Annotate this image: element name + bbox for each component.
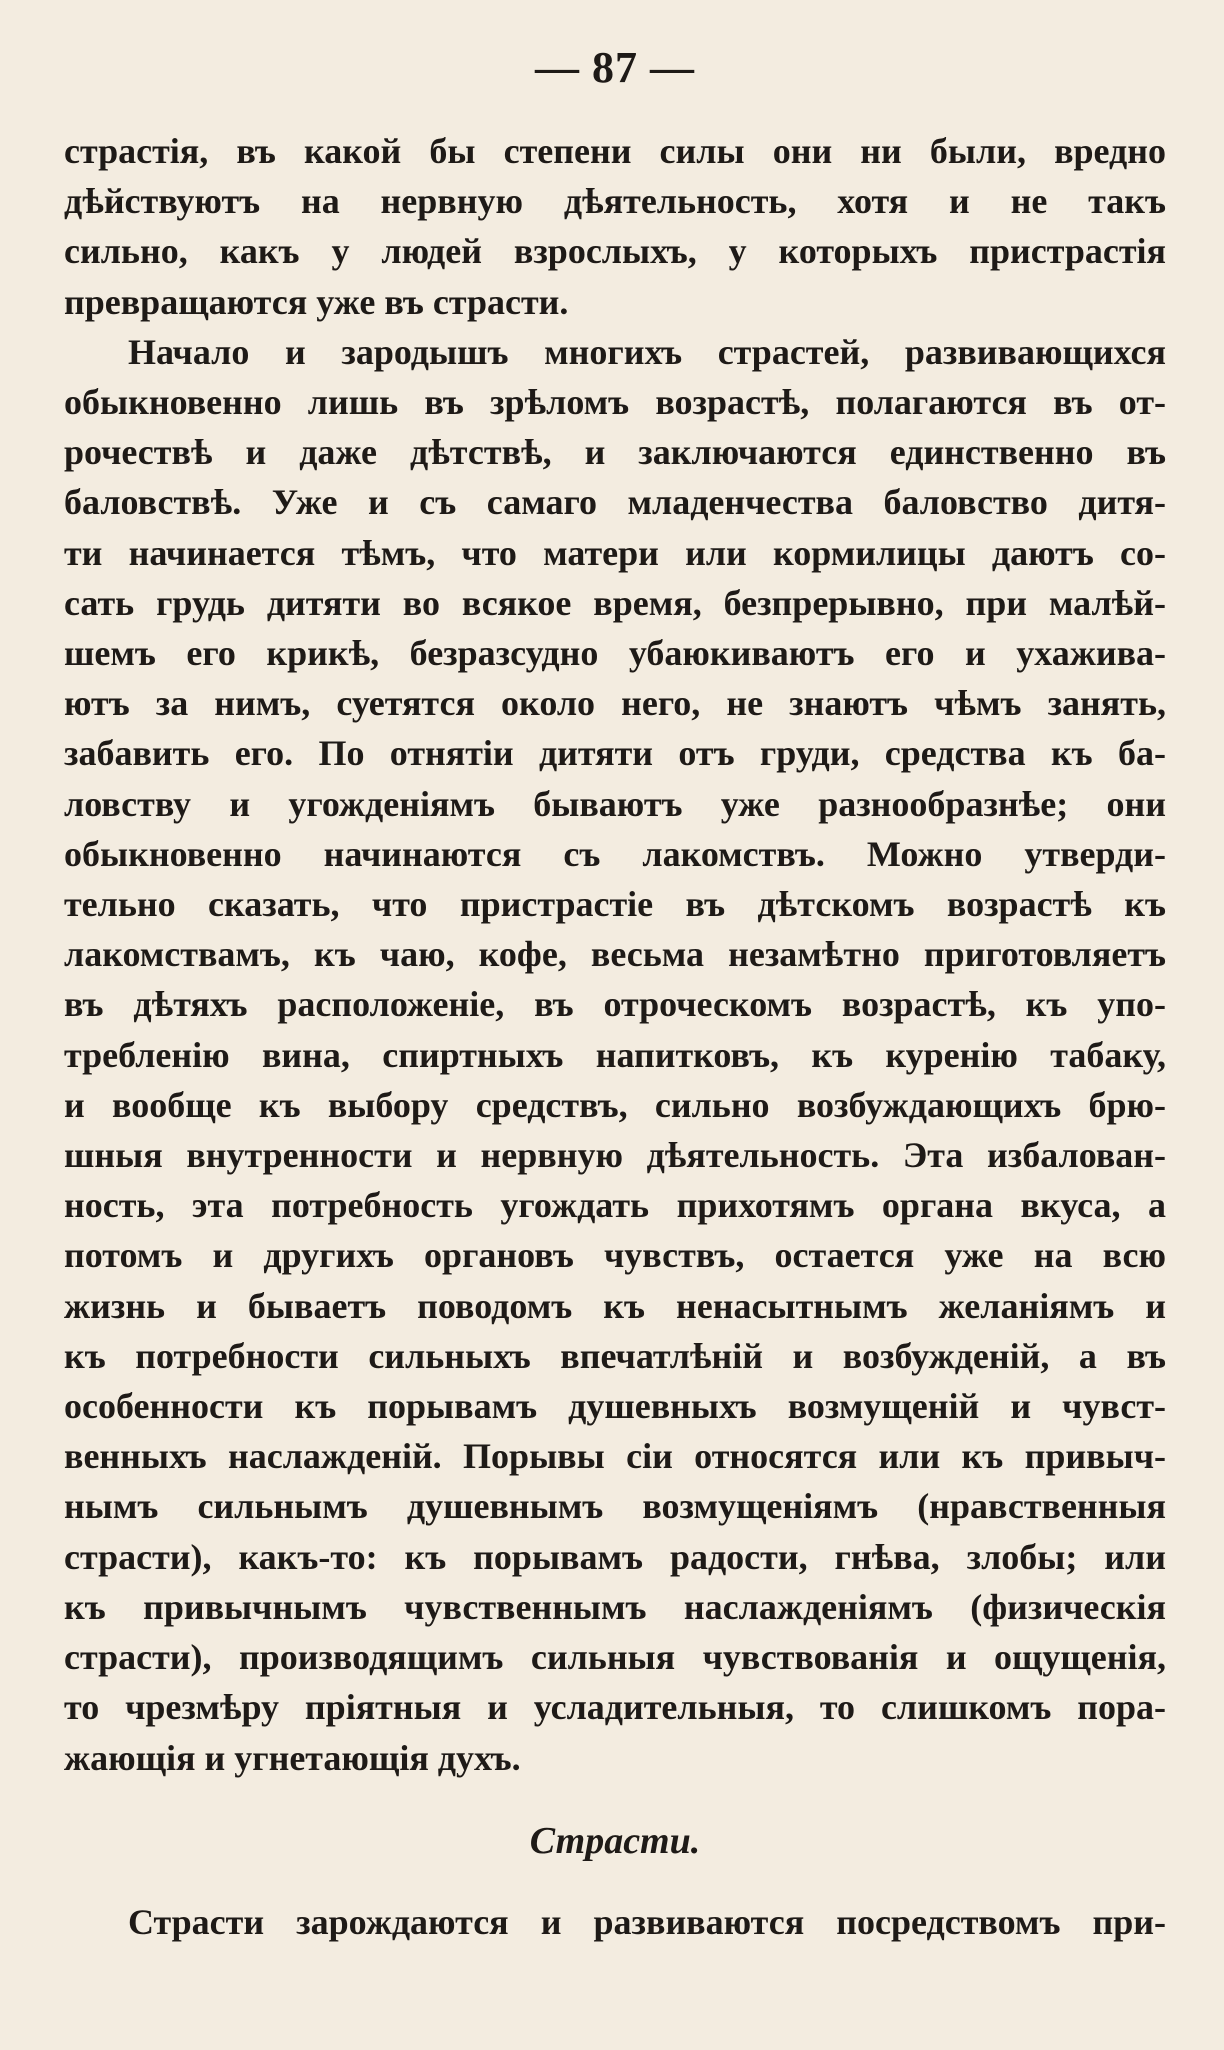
- text-line: къ потребности сильныхъ впечатлѣній и возбужденій, а въ: [64, 1335, 1166, 1376]
- text-line: дѣйствуютъ на нервную дѣятельность, хотя и не такъ: [64, 181, 1166, 222]
- text-line: то чрезмѣру пріятныя и усладительныя, то слишкомъ пора-: [64, 1687, 1166, 1728]
- text-line: тельно сказать, что пристрастіе въ дѣтскомъ возрастѣ къ: [64, 884, 1166, 925]
- text-line: ность, эта потребность угождать прихотямъ органа вкуса, а: [64, 1185, 1166, 1226]
- text-line: страстія, въ какой бы степени силы они ни были, вредно: [64, 131, 1166, 171]
- text-line: жающія и угнетающія духъ.: [64, 1737, 521, 1778]
- text-line: Страсти зарождаются и развиваются посредствомъ при-: [128, 1901, 1166, 1942]
- paragraph-1: [64, 126, 1166, 327]
- text-line: требленію вина, спиртныхъ напитковъ, къ куренію табаку,: [64, 1034, 1166, 1075]
- section-heading: Страсти.: [529, 1819, 701, 1862]
- text-line: нымъ сильнымъ душевнымъ возмущеніямъ (нравственныя: [64, 1486, 1166, 1527]
- text-line: особенности къ порывамъ душевныхъ возмущеній и чувст-: [64, 1386, 1166, 1427]
- text-line: ловству и угожденіямъ бываютъ уже разнообразнѣе; они: [64, 783, 1166, 824]
- text-line: рочествѣ и даже дѣтствѣ, и заключаются единственно въ: [64, 432, 1166, 473]
- text-line: сильно, какъ у людей взрослыхъ, у которыхъ пристрастія: [64, 231, 1166, 272]
- text-line: къ привычнымъ чувственнымъ наслажденіямъ (физическія: [64, 1586, 1166, 1627]
- text-line: въ дѣтяхъ расположеніе, въ отроческомъ возрастѣ, къ упо-: [64, 984, 1166, 1025]
- text-line: забавить его. По отнятіи дитяти отъ груди, средства къ ба-: [64, 733, 1166, 774]
- text-line: шныя внутренности и нервную дѣятельность. Эта избалован-: [64, 1135, 1166, 1176]
- paragraph-2: [64, 327, 1166, 1783]
- text-line: шемъ его крикѣ, безразсудно убаюкиваютъ его и ухаживa-: [64, 633, 1166, 674]
- text-line: баловствѣ. Уже и съ самаго младенчества баловство дитя-: [64, 482, 1166, 523]
- text-line: страсти), какъ-то: къ порывамъ радости, гнѣва, злобы; или: [64, 1536, 1166, 1577]
- text-line: Начало и зародышъ многихъ страстей, развивающихся: [128, 331, 1166, 372]
- page-number: — 87 —: [535, 43, 695, 92]
- text-line: сать грудь дитяти во всякое время, безпрерывно, при малѣй-: [64, 582, 1166, 623]
- text-line: обыкновенно начинаются съ лакомствъ. Можно утверди-: [64, 833, 1166, 874]
- text-line: и вообще къ выбору средствъ, сильно возбуждающихъ брю-: [64, 1084, 1166, 1125]
- text-line: венныхъ наслажденій. Порывы сіи относятся или къ привыч-: [64, 1436, 1166, 1477]
- paragraph-3: [64, 1897, 1166, 1947]
- text-line: ютъ за нимъ, суетятся около него, не знаютъ чѣмъ занять,: [64, 683, 1166, 724]
- text-line: страсти), производящимъ сильныя чувствованія и ощущенія,: [64, 1637, 1166, 1678]
- text-line: потомъ и другихъ органовъ чувствъ, остается уже на всю: [64, 1235, 1166, 1276]
- text-line: жизнь и бываетъ поводомъ къ ненасытнымъ желаніямъ и: [64, 1285, 1166, 1326]
- text-line: лакомствамъ, къ чаю, кофе, весьма незамѣтно приготовляетъ: [64, 934, 1166, 975]
- text-line: ти начинается тѣмъ, что матери или кормилицы даютъ со-: [64, 532, 1166, 573]
- text-line: превращаются уже въ страсти.: [64, 281, 569, 322]
- text-line: обыкновенно лишь въ зрѣломъ возрастѣ, полагаются въ от-: [64, 382, 1166, 423]
